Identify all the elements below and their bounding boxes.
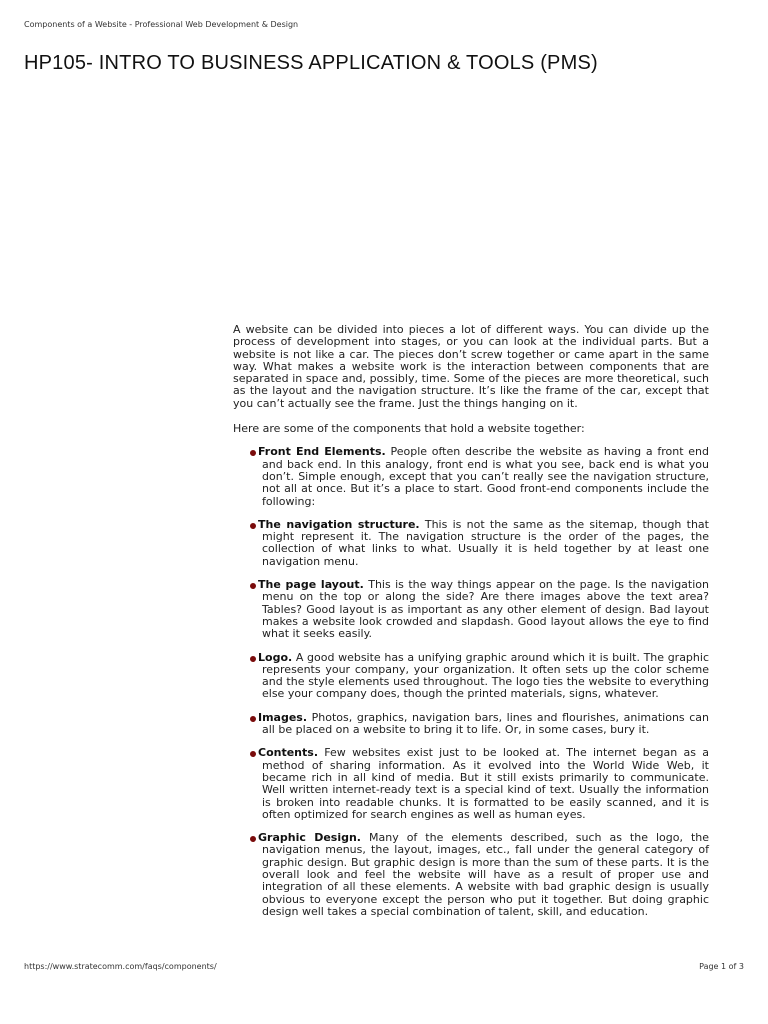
list-item-title: Images. xyxy=(258,710,308,724)
list-item xyxy=(233,446,709,507)
bullet-icon xyxy=(250,583,256,589)
list-item xyxy=(233,519,709,568)
list-item xyxy=(233,747,709,821)
list-item-title: Logo. xyxy=(258,650,293,664)
bullet-icon xyxy=(250,716,256,722)
list-item-text: Photos, graphics, navigation bars, lines and flourishes, animations can all be placed on a website to bring it to life. Or, in some cases, bury it. xyxy=(262,710,709,737)
list-item-title: Graphic Design. xyxy=(258,831,361,845)
print-header-title: Components of a Website - Professional Web Development & Design xyxy=(24,20,299,29)
bullet-icon xyxy=(250,836,256,842)
source-url-link[interactable]: https://www.stratecomm.com/faqs/components/ xyxy=(24,962,217,971)
bullet-icon xyxy=(250,450,256,456)
list-item xyxy=(233,832,709,918)
list-item-text: Many of the elements described, such as the logo, the navigation menus, the layout, images, etc., fall under the general category of graphic design. But graphic design is more than the sum of these parts. It is the overall look and feel the website will have as a result of proper use and integration of all these elements. A website with bad graphic design is usually obvious to everyone except the person who put it together. But doing graphic design well takes a special combination of talent, skill, and education. xyxy=(262,831,710,918)
intro-paragraph: A website can be divided into pieces a lot of different ways. You can divide up the process of development into stages, or you can look at the individual parts. But a website is not like a car. The pieces don’t screw together or came apart in the same way. What makes a website work is the interaction between components that are separated in space and, possibly, time. Some of the pieces are more theoretical, such as the layout and the navigation structure. It’s like the frame of the car, except that you can’t actually see the frame. Just the things hanging on it. xyxy=(233,323,709,410)
bullet-icon xyxy=(250,751,256,757)
list-item-title: Contents. xyxy=(258,746,318,760)
list-item-text: This is the way things appear on the page. Is the navigation menu on the top or along the side? Are there images above the text area? Tables? Good layout is as important as any other element of design. Bad layout makes a website look crowded and slapdash. Good layout allows the eye to find what it seeks easily. xyxy=(262,578,709,641)
list-item-title: Front End Elements. xyxy=(258,445,386,459)
bullet-icon xyxy=(250,656,256,662)
list-item-title: The page layout. xyxy=(258,578,364,592)
page-number: Page 1 of 3 xyxy=(699,962,744,971)
list-item xyxy=(233,712,709,737)
list-item xyxy=(233,652,709,701)
components-list xyxy=(233,446,709,918)
document-body xyxy=(233,324,709,929)
list-item-text: A good website has a unifying graphic around which it is built. The graphic represents your company, your organization. It often sets up the color scheme and the style elements used throughout. The logo ties the website to everything else your company does, though the printed materials, signs, whatever. xyxy=(262,650,709,701)
list-item-title: The navigation structure. xyxy=(258,517,420,531)
list-lead-paragraph: Here are some of the components that hold a website together: xyxy=(233,422,585,436)
list-item-text: Few websites exist just to be looked at. The internet began as a method of sharing information. As it evolved into the World Wide Web, it became rich in all kind of media. But it still exists primarily to communicate. Well written internet-ready text is a special kind of text. Usually the information is broken into readable chunks. It is formatted to be easily scanned, and it is often optimized for search engines as well as human eyes. xyxy=(262,746,710,821)
list-item-text: People often describe the website as having a front end and back end. In this analogy, front end is what you see, back end is what you don’t. Simple enough, except that you can’t really see the navigation structure, not all at once. But it’s a place to start. Good front-end components include the following: xyxy=(262,445,709,508)
bullet-icon xyxy=(250,523,256,529)
list-item-text: This is not the same as the sitemap, though that might represent it. The navigation structure is the order of the pages, the collection of what links to what. Usually it is held together by at least one navigation menu. xyxy=(262,517,709,568)
list-item xyxy=(233,579,709,640)
document-title: HP105- INTRO TO BUSINESS APPLICATION & TOOLS (PMS) xyxy=(24,52,598,74)
